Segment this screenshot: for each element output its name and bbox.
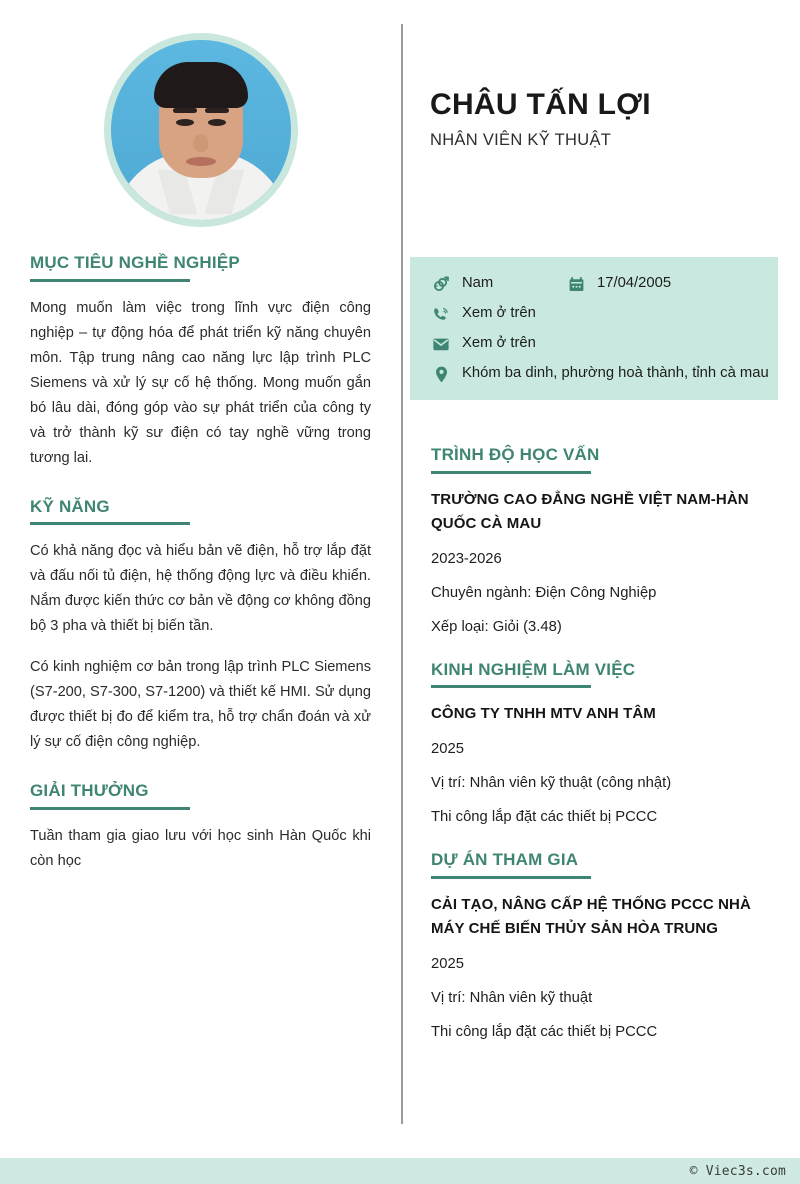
paragraph: Có kinh nghiệm cơ bản trong lập trình PLC Siemens (S7-200, S7-300, S7-1200) và thiết kế HMI. Sử dụng được thiết bị đo để kiểm tra, hỗ trợ chẩn đoán và xử lý sự cố điện công nghiệp. bbox=[30, 659, 371, 751]
contact-phone bbox=[432, 303, 536, 324]
education-line: Chuyên ngành: Điện Công Nghiệp bbox=[431, 584, 657, 601]
right-sections bbox=[431, 445, 776, 1043]
section-body-objective bbox=[30, 296, 371, 471]
avatar-photo bbox=[111, 40, 291, 220]
contact-gender bbox=[432, 273, 567, 294]
education-entry-title: TRƯỜNG CAO ĐẲNG NGHỀ VIỆT NAM-HÀN QUỐC CÀ MAU bbox=[431, 490, 749, 532]
section-rule bbox=[431, 471, 591, 474]
section-skills bbox=[30, 497, 371, 756]
contact-gender-value: Nam bbox=[462, 275, 494, 291]
right-column bbox=[401, 0, 800, 1040]
envelope-icon bbox=[432, 335, 450, 354]
section-body-awards bbox=[30, 824, 371, 874]
section-title-objective: MỤC TIÊU NGHỀ NGHIỆP bbox=[30, 253, 240, 272]
left-column bbox=[0, 0, 401, 874]
contact-birthday-value: 17/04/2005 bbox=[597, 275, 672, 291]
experience-entry-title: CÔNG TY TNHH MTV ANH TÂM bbox=[431, 705, 656, 723]
experience-line: Thi công lắp đặt các thiết bị PCCC bbox=[431, 809, 658, 826]
contact-row bbox=[432, 303, 778, 324]
phone-icon bbox=[432, 305, 450, 324]
section-rule bbox=[30, 522, 190, 525]
contact-birthday bbox=[567, 273, 671, 294]
job-title: NHÂN VIÊN KỸ THUẬT bbox=[430, 130, 612, 149]
section-rule bbox=[431, 685, 591, 688]
paragraph: Tuần tham gia giao lưu với học sinh Hàn Quốc khi còn học bbox=[30, 827, 371, 869]
section-objective bbox=[30, 253, 371, 471]
project-line: 2025 bbox=[431, 955, 464, 972]
experience-line: Vị trí: Nhân viên kỹ thuật (công nhật) bbox=[431, 775, 672, 792]
contact-address-value: Khóm ba dinh, phường hoà thành, tỉnh cà mau bbox=[462, 365, 769, 381]
gender-icon bbox=[432, 275, 450, 294]
section-title-awards: GIẢI THƯỞNG bbox=[30, 781, 149, 801]
project-line: Thi công lắp đặt các thiết bị PCCC bbox=[431, 1023, 658, 1040]
contact-phone-value: Xem ở trên bbox=[462, 305, 536, 321]
project-entry-title: CẢI TẠO, NÂNG CẤP HỆ THỐNG PCCC NHÀ MÁY CHẾ BIẾN THỦY SẢN HÒA TRUNG bbox=[431, 895, 751, 937]
section-title-projects: DỰ ÁN THAM GIA bbox=[431, 850, 579, 870]
contact-row bbox=[432, 363, 778, 384]
section-title-experience: KINH NGHIỆM LÀM VIỆC bbox=[431, 659, 636, 679]
column-divider bbox=[401, 24, 403, 1124]
section-education bbox=[431, 445, 776, 638]
footer-bar bbox=[0, 1158, 800, 1184]
section-title-skills: KỸ NĂNG bbox=[30, 496, 110, 516]
contact-row bbox=[432, 333, 778, 354]
location-pin-icon bbox=[432, 365, 450, 384]
paragraph: Mong muốn làm việc trong lĩnh vực điện công nghiệp – tự động hóa để phát triển kỹ năng chuyên môn. Tập trung nâng cao năng lực lập trình PLC Siemens và xử lý sự cố hệ thống. Mong muốn gắn bó lâu dài, đóng góp vào sự phát triển của công ty và trở thành kỹ sư điện có tay nghề vững trong tương lai. bbox=[30, 299, 371, 466]
page-title: CHÂU TẤN LỢI bbox=[430, 88, 651, 121]
contact-email bbox=[432, 333, 536, 354]
footer-copyright: © Viec3s.com bbox=[689, 1163, 786, 1179]
education-line: Xếp loại: Giỏi (3.48) bbox=[431, 618, 562, 635]
contact-row bbox=[432, 273, 778, 294]
name-block bbox=[401, 0, 800, 150]
section-rule bbox=[30, 807, 190, 810]
section-experience bbox=[431, 660, 776, 829]
section-projects bbox=[431, 850, 776, 1043]
avatar bbox=[104, 33, 298, 227]
paragraph: Có khả năng đọc và hiểu bản vẽ điện, hỗ trợ lắp đặt và đấu nối tủ điện, hệ thống động lực và điều khiển. Nắm được kiến thức cơ bản về động cơ không đồng bộ 3 pha và thiết bị biến tần. bbox=[30, 543, 371, 635]
education-line: 2023-2026 bbox=[431, 550, 502, 567]
section-title-education: TRÌNH ĐỘ HỌC VẤN bbox=[431, 445, 600, 464]
section-awards bbox=[30, 781, 371, 874]
contact-address bbox=[432, 363, 769, 384]
contact-email-value: Xem ở trên bbox=[462, 335, 536, 351]
section-rule bbox=[431, 876, 591, 879]
project-line: Vị trí: Nhân viên kỹ thuật bbox=[431, 989, 593, 1006]
section-rule bbox=[30, 279, 190, 282]
section-body-skills bbox=[30, 539, 371, 755]
contact-card bbox=[410, 257, 778, 400]
experience-line: 2025 bbox=[431, 741, 464, 758]
calendar-icon bbox=[567, 275, 585, 294]
